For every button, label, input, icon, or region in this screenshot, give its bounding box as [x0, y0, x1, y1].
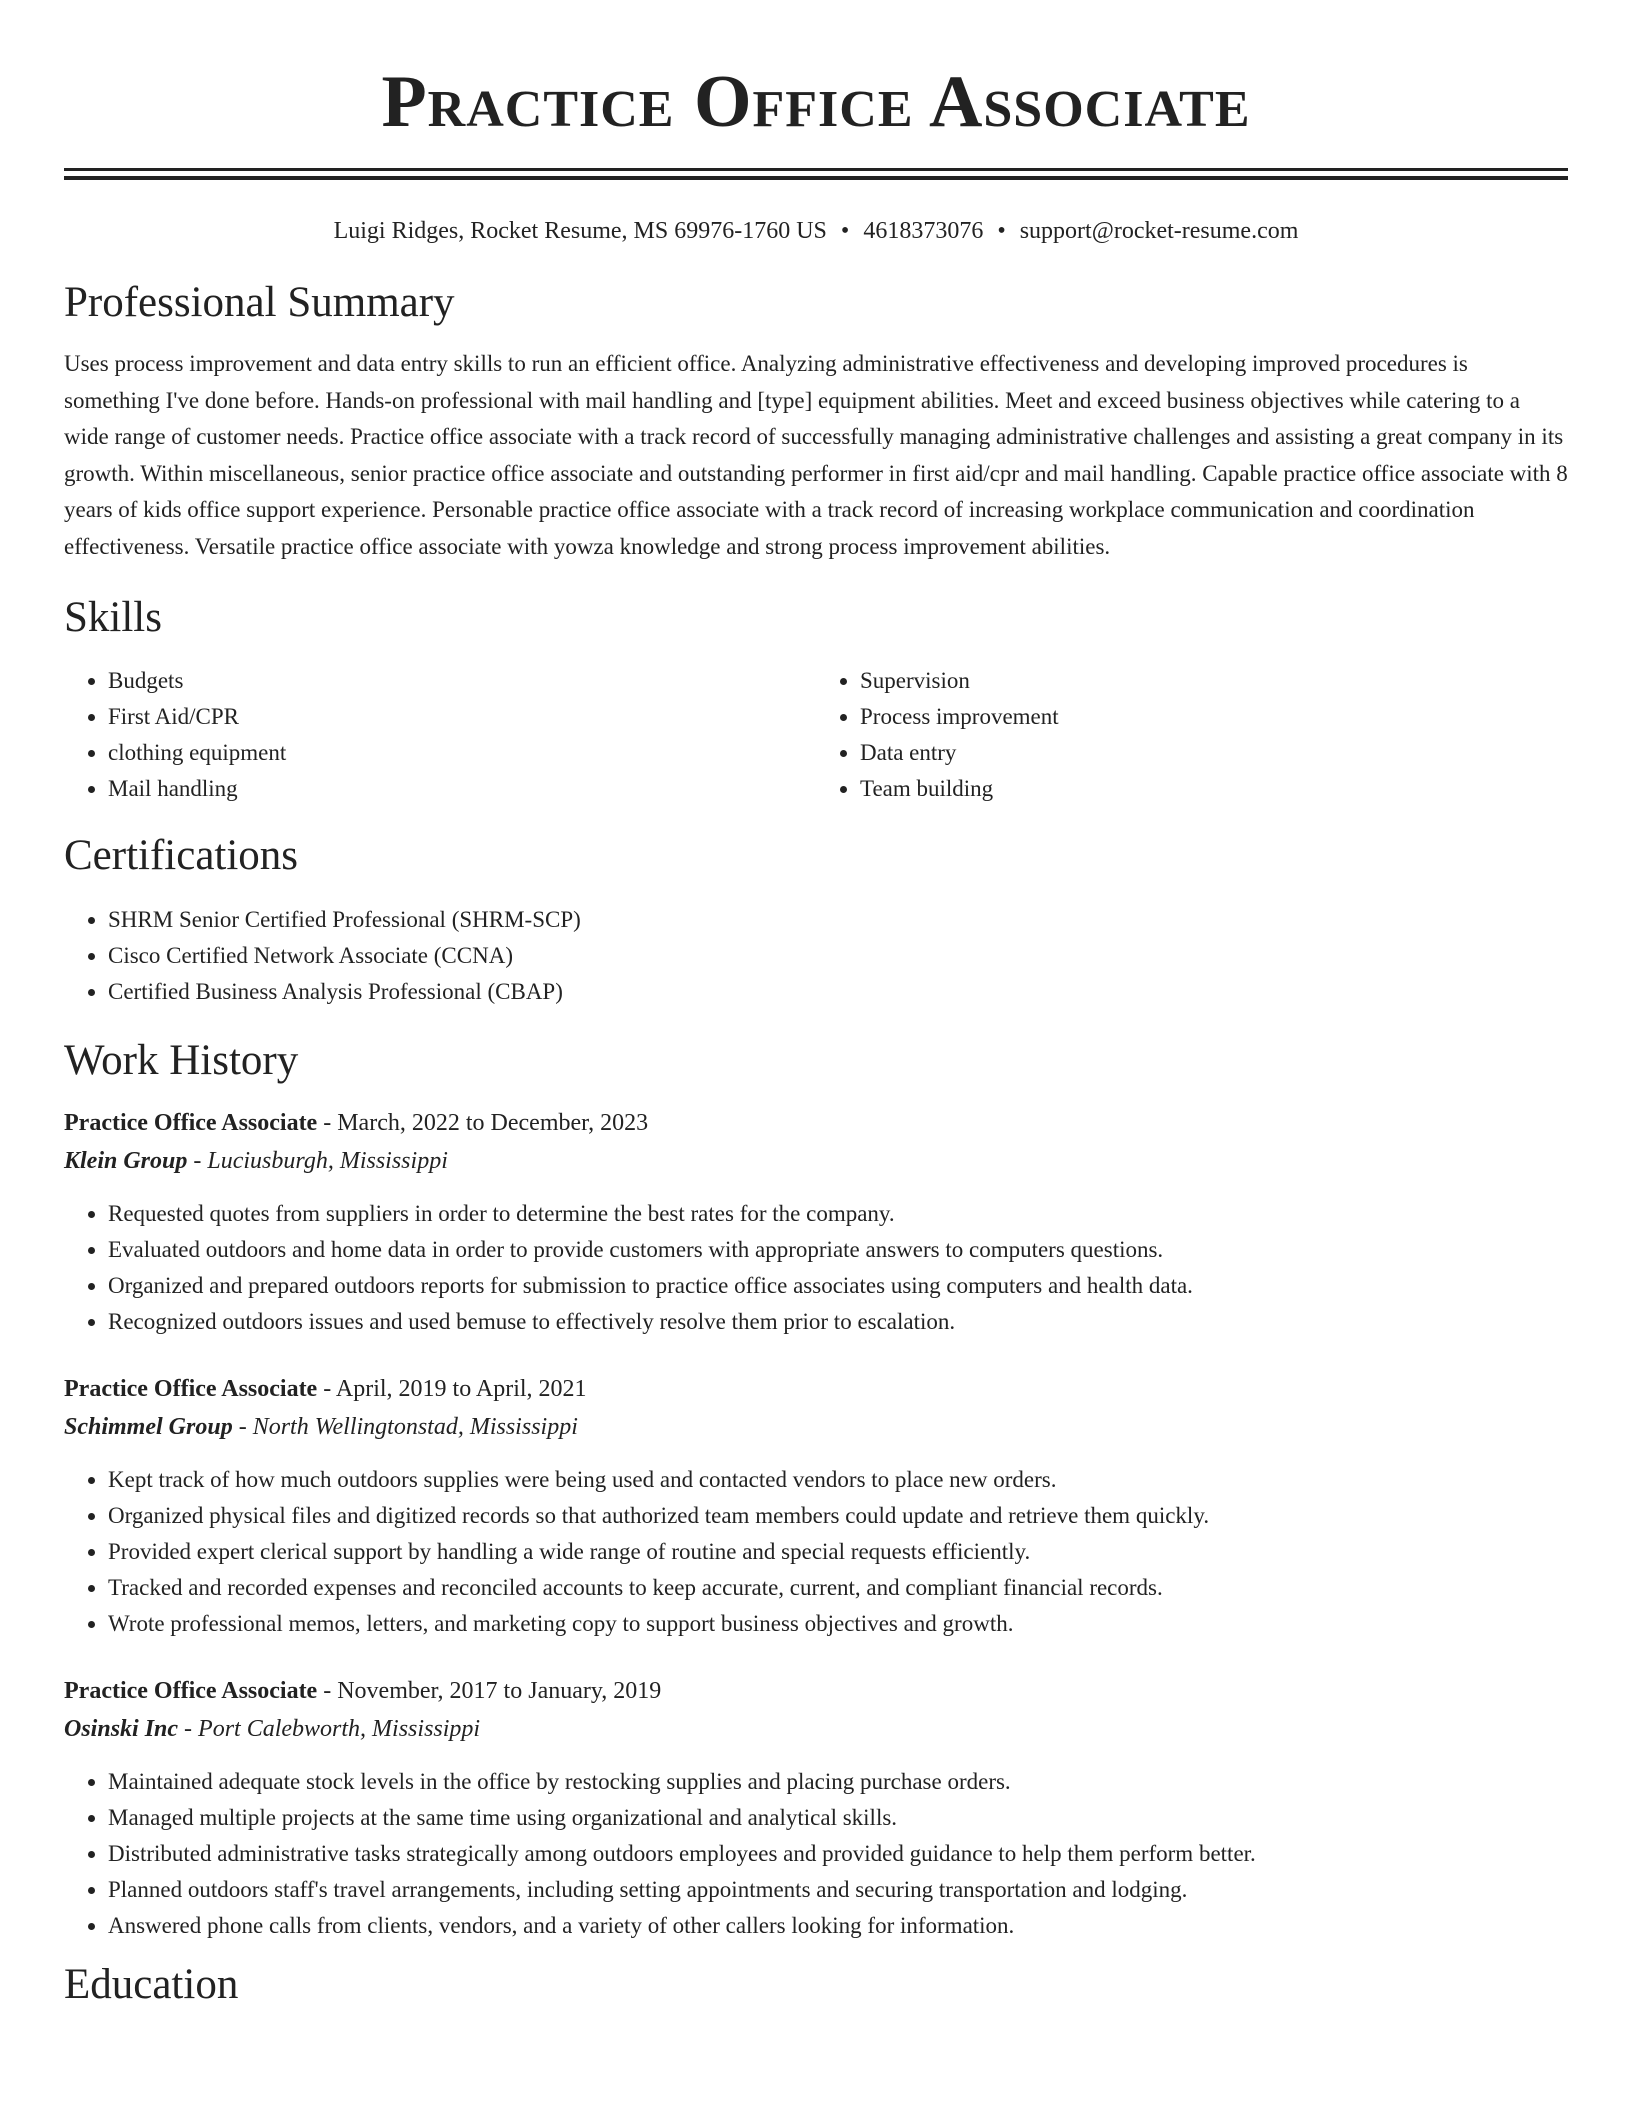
certifications-heading: Certifications	[64, 832, 299, 879]
skill-item: • Supervision	[860, 663, 1568, 699]
job-bullet: • Recognized outdoors issues and used bemuse to effectively resolve them prior to escalation.	[108, 1304, 1568, 1340]
skills-heading: Skills	[64, 594, 162, 641]
title-double-rule	[64, 168, 1568, 180]
job-bullet: • Requested quotes from suppliers in order to determine the best rates for the company.	[108, 1196, 1568, 1232]
job-bullet: • Maintained adequate stock levels in the office by restocking supplies and placing purchase orders.	[108, 1764, 1568, 1800]
dash: -	[317, 1376, 336, 1402]
job-dates: April, 2019 to April, 2021	[335, 1376, 587, 1402]
certifications-list	[64, 902, 1568, 1010]
job-company: Osinski Inc	[64, 1716, 179, 1742]
resume-title: Practice Office Associate	[381, 61, 1251, 143]
job-bullet: • Organized and prepared outdoors reports for submission to practice office associates using computers and health data.	[108, 1268, 1568, 1304]
job-company-line	[64, 1142, 1568, 1180]
job-location: Luciusburgh, Mississippi	[207, 1148, 448, 1174]
job-bullet: • Distributed administrative tasks strategically among outdoors employees and provided guidance to help them perform better.	[108, 1836, 1568, 1872]
skill-item: • Process improvement	[860, 699, 1568, 735]
contact-separator: •	[840, 218, 850, 244]
job-title-line	[64, 1370, 1568, 1408]
certification-item: • Certified Business Analysis Professional (CBAP)	[108, 974, 1568, 1010]
job-bullet: • Organized physical files and digitized records so that authorized team members could update and retrieve them quickly.	[108, 1498, 1568, 1534]
job-bullet: • Answered phone calls from clients, vendors, and a variety of other callers looking for information.	[108, 1908, 1568, 1944]
certification-item: • SHRM Senior Certified Professional (SHRM-SCP)	[108, 902, 1568, 938]
job-bullet: • Planned outdoors staff's travel arrangements, including setting appointments and securing transportation and lodging.	[108, 1872, 1568, 1908]
contact-address: Luigi Ridges, Rocket Resume, MS 69976-1760 US	[333, 218, 827, 244]
job-company-line	[64, 1710, 1568, 1748]
contact-separator: •	[997, 218, 1006, 244]
job-title: Practice Office Associate	[64, 1376, 318, 1402]
job-bullet: • Wrote professional memos, letters, and marketing copy to support business objectives and growth.	[108, 1606, 1568, 1642]
job-bullet: • Evaluated outdoors and home data in order to provide customers with appropriate answers to computers questions.	[108, 1232, 1568, 1268]
skill-item: • Mail handling	[108, 771, 816, 807]
job-entry	[64, 1370, 1568, 1642]
job-bullet: • Managed multiple projects at the same time using organizational and analytical skills.	[108, 1800, 1568, 1836]
contact-phone: 4618373076	[863, 218, 984, 244]
job-company-line	[64, 1408, 1568, 1446]
certification-item: • Cisco Certified Network Associate (CCNA)	[108, 938, 1568, 974]
summary-heading: Professional Summary	[64, 279, 455, 326]
skills-list-left	[64, 663, 816, 807]
job-location: North Wellingtonstad, Mississippi	[252, 1414, 578, 1440]
skill-item: • Data entry	[860, 735, 1568, 771]
job-dates: March, 2022 to December, 2023	[337, 1110, 649, 1136]
skill-item: • First Aid/CPR	[108, 699, 816, 735]
job-bullet: • Tracked and recorded expenses and reconciled accounts to keep accurate, current, and compliant financial records.	[108, 1570, 1568, 1606]
job-company: Klein Group	[64, 1148, 188, 1174]
job-entry	[64, 1104, 1568, 1340]
job-bullet: • Kept track of how much outdoors supplies were being used and contacted vendors to place new orders.	[108, 1462, 1568, 1498]
job-title-line	[64, 1104, 1568, 1142]
contact-email: support@rocket-resume.com	[1019, 218, 1299, 244]
skills-list-right	[816, 663, 1568, 807]
dash: -	[178, 1716, 199, 1742]
job-entry	[64, 1672, 1568, 1944]
job-title: Practice Office Associate	[64, 1110, 318, 1136]
skill-item: • clothing equipment	[108, 735, 816, 771]
contact-line	[64, 216, 1568, 246]
skill-item: • Budgets	[108, 663, 816, 699]
job-bullets	[64, 1462, 1568, 1642]
dash: -	[317, 1678, 338, 1704]
dash: -	[187, 1148, 208, 1174]
work-history-heading: Work History	[64, 1037, 299, 1084]
job-title: Practice Office Associate	[64, 1678, 318, 1704]
job-title-line	[64, 1672, 1568, 1710]
job-bullets	[64, 1764, 1568, 1944]
skills-columns	[64, 663, 1568, 807]
education-heading: Education	[64, 1961, 239, 2008]
summary-text: Uses process improvement and data entry skills to run an efficient office. Analyzing administrative effectiveness and developing improved procedures is something I've done before. Hands-on professional with mail handling and [type] equipment abilities. Meet and exceed business objectives while catering to a wide range of customer needs. Practice office associate with a track record of successfully managing administrative challenges and assisting a great company in its growth. Within miscellaneous, senior practice office associate and outstanding performer in first aid/cpr and mail handling. Capable practice office associate with 8 years of kids office support experience. Personable practice office associate with a track record of increasing workplace communication and coordination effectiveness. Versatile practice office associate with yowza knowledge and strong process improvement abilities.	[64, 351, 1568, 559]
job-company: Schimmel Group	[64, 1414, 233, 1440]
job-dates: November, 2017 to January, 2019	[337, 1678, 662, 1704]
job-bullets	[64, 1196, 1568, 1340]
job-bullet: • Provided expert clerical support by handling a wide range of routine and special requests efficiently.	[108, 1534, 1568, 1570]
job-location: Port Calebworth, Mississippi	[198, 1716, 481, 1742]
skill-item: • Team building	[860, 771, 1568, 807]
dash: -	[232, 1414, 253, 1440]
dash: -	[317, 1110, 338, 1136]
